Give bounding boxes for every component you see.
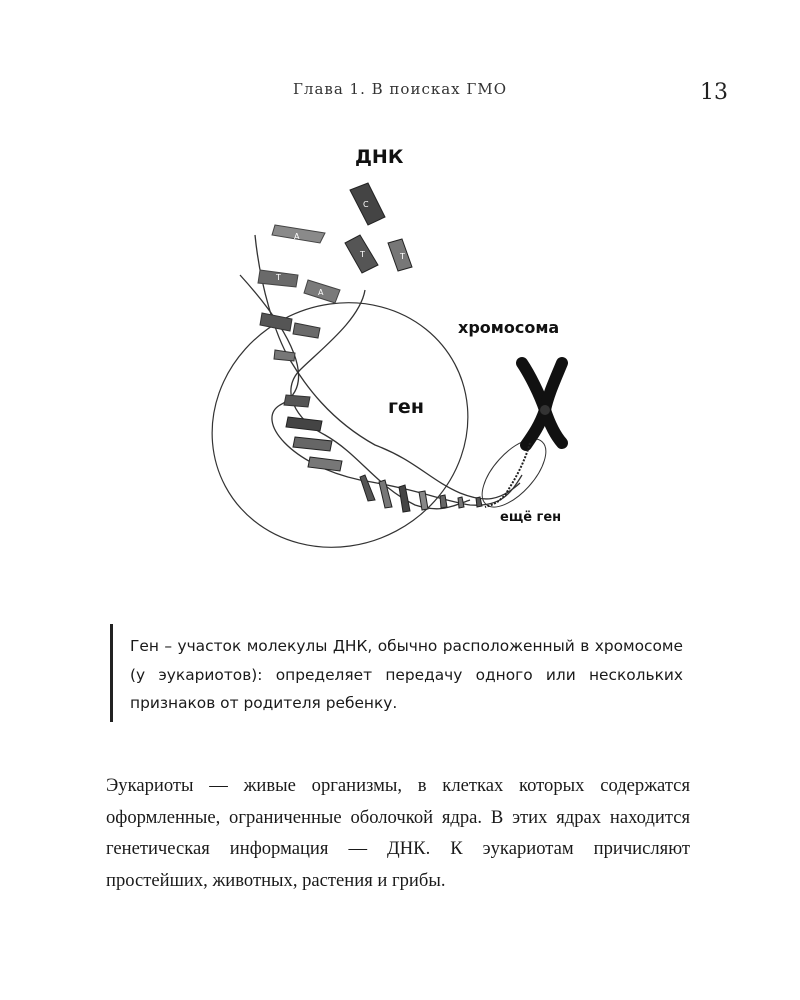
base-letter: T <box>276 273 281 282</box>
body-paragraph: Эукариоты — живые организмы, в клетках которых содержатся оформленные, ограниченные оболочкой ядра. В этих ядрах находится генетическая информация — ДНК. К эукариотам причисляют простейших, животных, растения и грибы. <box>106 775 690 891</box>
page-number: 13 <box>700 80 728 105</box>
dna-figure <box>200 135 600 575</box>
gene-definition-text: Ген – участок молекулы ДНК, обычно расположенный в хромосоме (у эукариотов): определяет передачу одного или нескольких признаков от родителя ребенку. <box>130 637 683 712</box>
dna-strand-3 <box>291 290 470 509</box>
base-letter: A <box>294 232 300 241</box>
base-letter: A <box>318 288 324 297</box>
base-letter: T <box>400 252 405 261</box>
gene-definition-box <box>110 624 683 722</box>
label-another-gene: ещё ген <box>500 510 562 525</box>
label-dna: ДНК <box>355 146 404 168</box>
dna-strand-1 <box>240 275 522 505</box>
running-head: Глава 1. В поисках ГМО <box>293 80 507 98</box>
label-chromosome: хромосома <box>458 318 560 337</box>
base-letter: C <box>363 200 369 209</box>
label-gene: ген <box>388 396 424 418</box>
dna-illustration <box>200 135 600 575</box>
base-letter: T <box>360 250 365 259</box>
gene-ellipse <box>200 258 511 575</box>
chromosome-x-icon <box>485 363 562 507</box>
